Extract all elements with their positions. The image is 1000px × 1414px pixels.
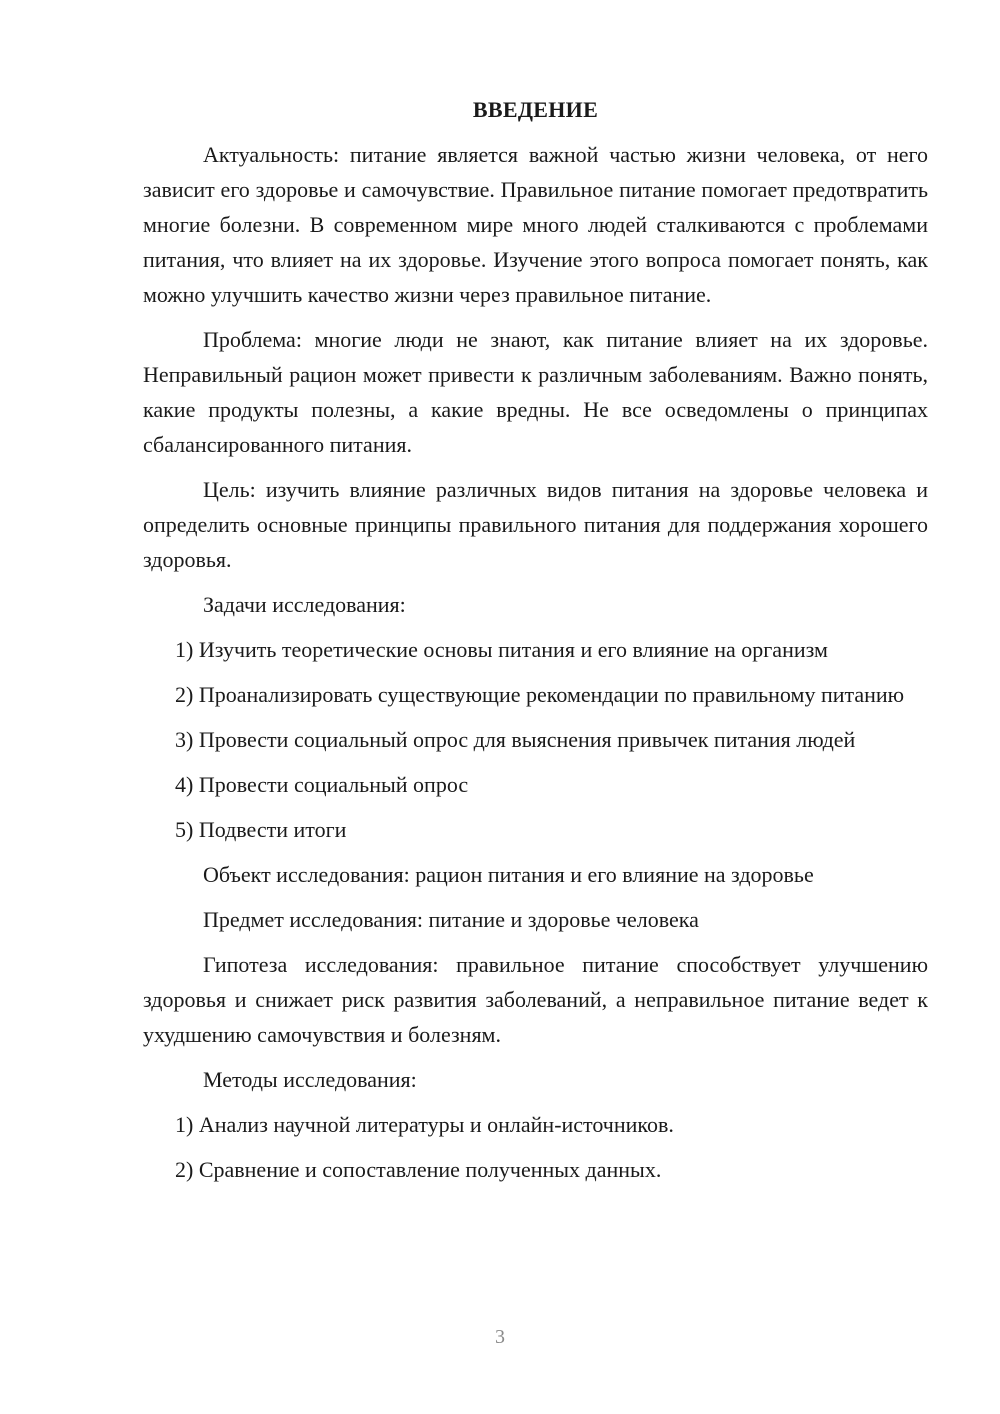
task-item: 2) Проанализировать существующие рекомендации по правильному питанию: [175, 682, 905, 707]
method-item: 2) Сравнение и сопоставление полученных данных.: [175, 1157, 662, 1182]
task-item: 1) Изучить теоретические основы питания и его влияние на организм: [175, 637, 828, 662]
problem-paragraph: Проблема: многие люди не знают, как питание влияет на их здоровье. Неправильный рацион может привести к различным заболеваниям. Важно понять, какие продукты полезны, а какие вредны. Не все осведомлены о принципах сбалансированного питания.: [143, 327, 928, 457]
task-item: 5) Подвести итоги: [175, 817, 347, 842]
subject-paragraph: Предмет исследования: питание и здоровье человека: [203, 907, 699, 932]
task-item: 4) Провести социальный опрос: [175, 772, 469, 797]
hypothesis-paragraph: Гипотеза исследования: правильное питание способствует улучшению здоровья и снижает риск развития заболеваний, а неправильное питание ведет к ухудшению самочувствия и болезням.: [143, 952, 928, 1047]
document-page: [143, 95, 928, 1197]
task-item: 3) Провести социальный опрос для выяснения привычек питания людей: [175, 727, 856, 752]
section-title: ВВЕДЕНИЕ: [472, 97, 599, 122]
goal-paragraph: Цель: изучить влияние различных видов питания на здоровье человека и определить основные принципы правильного питания для поддержания хорошего здоровья.: [143, 477, 928, 572]
object-paragraph: Объект исследования: рацион питания и его влияние на здоровье: [203, 862, 814, 887]
method-item: 1) Анализ научной литературы и онлайн-источников.: [175, 1112, 674, 1137]
tasks-heading: Задачи исследования:: [203, 592, 406, 617]
methods-heading: Методы исследования:: [203, 1067, 417, 1092]
page-number: 3: [495, 1326, 505, 1348]
relevance-paragraph: Актуальность: питание является важной частью жизни человека, от него зависит его здоровье и самочувствие. Правильное питание помогает предотвратить многие болезни. В современном мире много людей сталкиваются с проблемами питания, что влияет на их здоровье. Изучение этого вопроса помогает понять, как можно улучшить качество жизни через правильное питание.: [143, 142, 928, 307]
